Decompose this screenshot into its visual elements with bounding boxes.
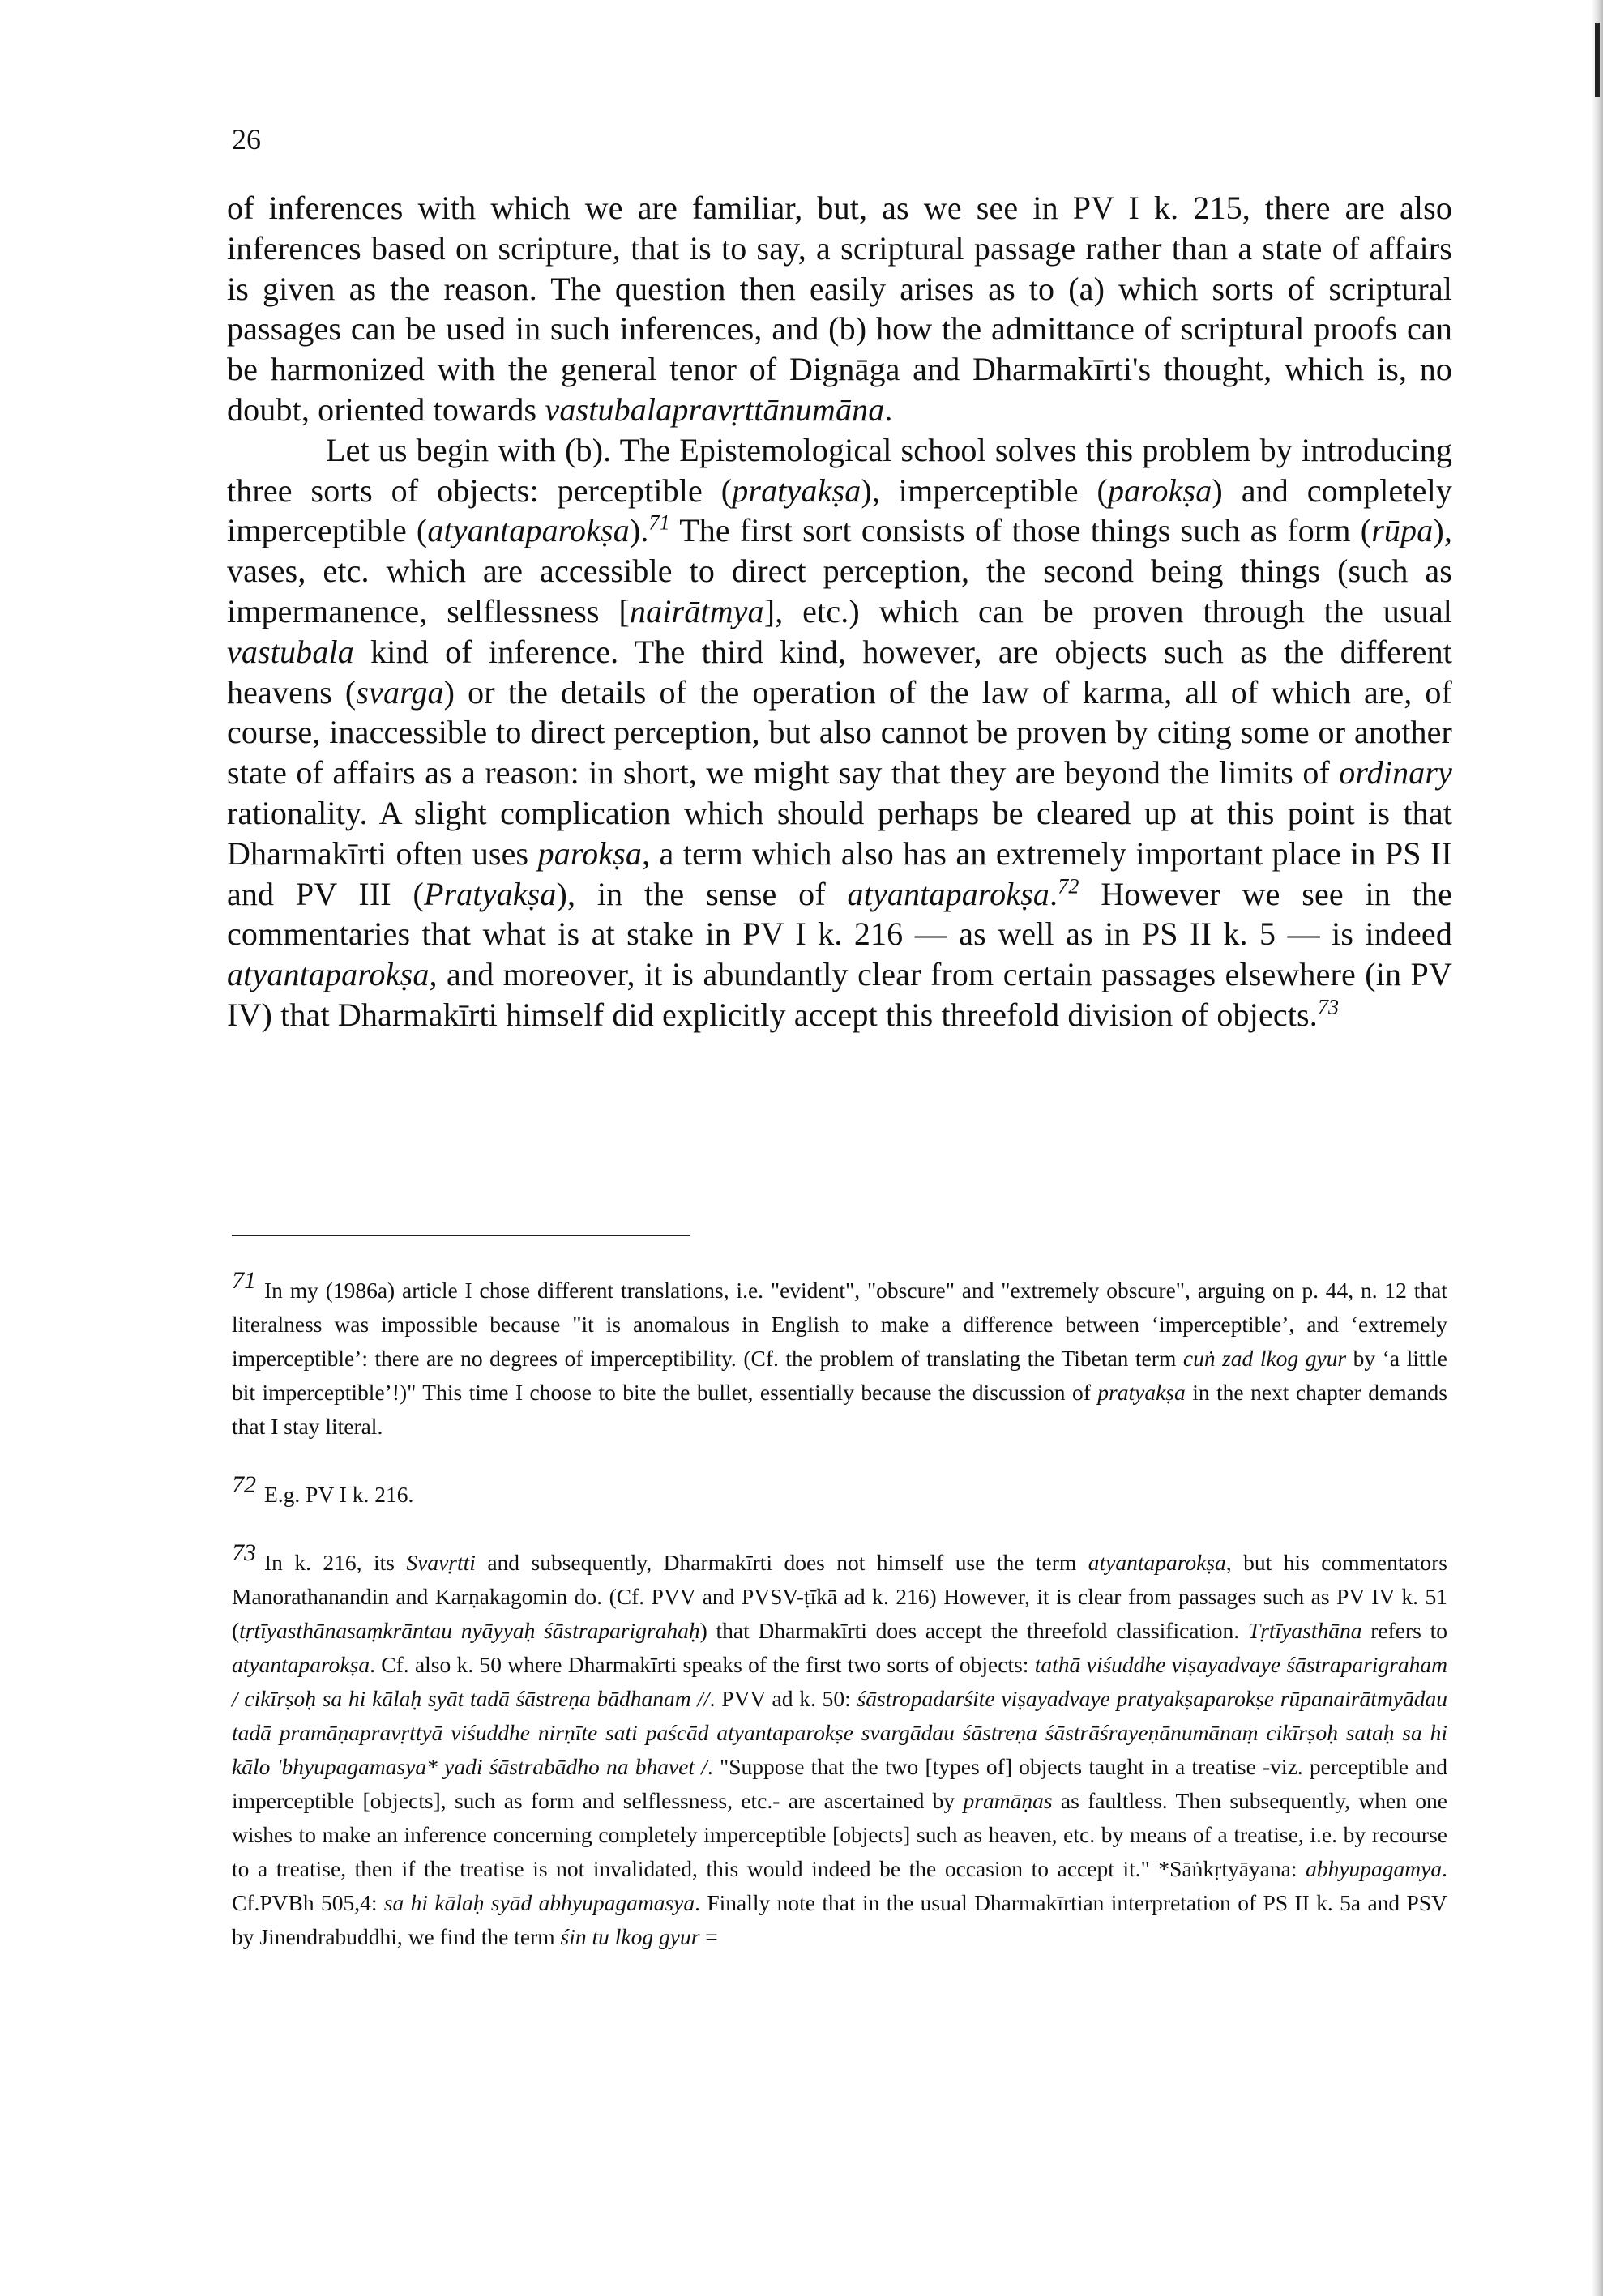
italic-term: tathā viśuddhe viṣayadvaye śāstraparigraham / cikīrṣoḥ sa hi kālaḥ syāt tadā śāstreṇa bādhanam // <box>232 1652 1448 1711</box>
text-run: kind of inference. The third kind, however, are objects such as the different heavens ( <box>227 633 1452 711</box>
footnote-ref: 71 <box>648 511 670 536</box>
main-text <box>227 188 1452 1035</box>
text-run: ) and completely imperceptible ( <box>227 472 1452 549</box>
text-run: In k. 216, its <box>264 1550 407 1575</box>
footnote-ref: 73 <box>1317 995 1340 1019</box>
text-run: ), vases, etc. which are accessible to direct perception, the second being things (such as impermanence, selflessness [ <box>227 512 1452 629</box>
italic-term: svarga <box>356 673 444 711</box>
italic-term: śin tu lkog gyur <box>560 1924 700 1949</box>
italic-term: ordinary <box>1339 754 1452 792</box>
text-run: of inferences with which we are familiar, but, as we see in PV I k. 215, there are also inferences based on scripture, that is to say, a scriptural passage rather than a state of affairs is given as the reason. The question then easily arises as to (a) which sorts of scriptural passages can be used in such inferences, and (b) how the admittance of scriptural proofs can be harmonized with the general tenor of Dignāga and Dharmakīrti's thought, which is, no doubt, oriented towards <box>227 190 1452 428</box>
text-run: , and moreover, it is abundantly clear from certain passages elsewhere (in PV IV) that Dharmakīrti himself did explicitly accept this threefold division of objects. <box>227 956 1452 1033</box>
footnote-text <box>232 1278 1447 1439</box>
text-run: Let us begin with (b). The Epistemological school solves this problem by introducing three sorts of objects: perceptible ( <box>227 431 1452 509</box>
footnote-number: 71 <box>232 1267 256 1294</box>
paragraph <box>227 188 1452 430</box>
italic-term: vastubala <box>227 633 354 670</box>
footnote-ref: 72 <box>1058 874 1079 898</box>
italic-term: atyantaparokṣa <box>1088 1550 1226 1575</box>
italic-term: tṛtīyasthānasaṃkrāntau nyāyyaḥ śāstraparigrahaḥ <box>239 1618 700 1643</box>
italic-term: śāstropadarśite viṣayadvaye pratyakṣaparokṣe rūpanairātmyādau tadā pramāṇapravṛttyā viśuddhe nirṇīte sati paścād atyantaparokṣe svargādau śāstreṇa śāstrāśrayeṇānumānaṃ cikīrṣoḥ sataḥ sa hi kālo 'bhyupagamasya* yadi śāstrabādho na bhavet / <box>232 1686 1447 1779</box>
footnotes <box>232 1264 1447 1978</box>
footnote-72 <box>232 1468 1447 1512</box>
text-run: in the next chapter demands that I stay literal. <box>232 1380 1447 1439</box>
text-run: ), imperceptible ( <box>861 472 1108 509</box>
text-run: = <box>699 1924 718 1949</box>
text-run: by ‘a little bit imperceptible’!)" This time I choose to bite the bullet, essentially because the discussion of <box>232 1346 1447 1405</box>
italic-term: rūpa <box>1371 512 1434 549</box>
text-run: and subsequently, Dharmakīrti does not himself use the term <box>475 1550 1088 1575</box>
text-run: In my (1986a) article I chose different translations, i.e. "evident", "obscure" and "extremely obscure", arguing on p. 44, n. 12 that literalness was impossible because "it is anomalous in English to make a difference between ‘imperceptible’, and ‘extremely imperceptible’: there are no degrees of imperceptibility. (Cf. the problem of translating the Tibetan term <box>232 1278 1447 1371</box>
text-run: ), in the sense of <box>556 875 848 912</box>
italic-term: atyantaparokṣa <box>427 512 630 549</box>
text-run: However we see in the commentaries that what is at stake in PV I k. 216 — as well as in PS II k. 5 — is indeed <box>227 875 1452 953</box>
text-run: . Cf.PVBh 505,4: <box>232 1856 1447 1915</box>
italic-term: vastubalapravṛttānumāna <box>545 390 885 428</box>
text-run: refers to <box>1361 1618 1447 1643</box>
text-run: ). <box>629 512 649 549</box>
text-run: The first sort consists of those things such as form ( <box>669 512 1372 549</box>
italic-term: pratyakṣa <box>732 472 861 509</box>
text-run: . <box>884 390 893 428</box>
scan-mark <box>1595 23 1600 97</box>
italic-term: Svavṛtti <box>406 1550 476 1575</box>
italic-term: sa hi kālaḥ syād abhyupagamasya <box>383 1890 695 1915</box>
text-run: ], etc.) which can be proven through the usual <box>763 592 1452 629</box>
text-run: rationality. A slight complication which should perhaps be cleared up at this point is that Dharmakīrti often uses <box>227 794 1452 872</box>
text-run: . Cf. also k. 50 where Dharmakīrti speaks of the first two sorts of objects: <box>370 1652 1035 1677</box>
italic-term: abhyupagamya <box>1306 1856 1443 1881</box>
footnote-number: 73 <box>232 1539 256 1566</box>
italic-term: nairātmya <box>629 592 764 629</box>
italic-term: atyantaparokṣa <box>847 875 1050 912</box>
paragraph <box>227 430 1452 1035</box>
page-number: 26 <box>232 123 261 156</box>
text-run: , a term which also has an extremely important place in PS II and PV III ( <box>227 834 1452 912</box>
italic-term: cuṅ zad lkog gyur <box>1182 1346 1347 1371</box>
footnote-73 <box>232 1536 1447 1954</box>
footnote-text <box>232 1550 1447 1949</box>
italic-term: Pratyakṣa <box>423 875 557 912</box>
text-run: , but his commentators Manorathanandin and Karṇakagomin do. (Cf. PVV and PVSV-ṭīkā ad k. 216) However, it is clear from passages such as PV IV k. 51 ( <box>232 1550 1447 1643</box>
scan-edge <box>1592 0 1603 2296</box>
footnote-number: 72 <box>232 1471 256 1498</box>
footnote-text <box>264 1482 413 1507</box>
text-run: ) or the details of the operation of the law of karma, all of which are, of course, inaccessible to direct perception, but also cannot be proven by citing some or another state of affairs as a reason: in short, we might say that they are beyond the limits of <box>227 673 1452 792</box>
italic-term: pratyakṣa <box>1097 1380 1186 1405</box>
text-run: ) that Dharmakīrti does accept the threefold classification. <box>699 1618 1248 1643</box>
text-run: as faultless. Then subsequently, when one wishes to make an inference concerning completely imperceptible [objects] such as heaven, etc. by means of a treatise, i.e. by recourse to a treatise, then if the treatise is not invalidated, this would indeed be the occasion to accept it." *Sāṅkṛtyāyana: <box>232 1788 1447 1881</box>
text-run: . Finally note that in the usual Dharmakīrtian interpretation of PS II k. 5a and PSV by Jinendrabuddhi, we find the term <box>232 1890 1447 1949</box>
text-run: . PVV ad k. 50: <box>709 1686 857 1711</box>
italic-term: atyantaparokṣa <box>232 1652 370 1677</box>
footnote-rule <box>232 1235 690 1236</box>
italic-term: pramāṇas <box>963 1788 1053 1813</box>
footnote-71 <box>232 1264 1447 1444</box>
italic-term: Tṛtīyasthāna <box>1247 1618 1362 1643</box>
italic-term: parokṣa <box>537 834 643 872</box>
text-run: . <box>1049 875 1058 912</box>
text-run: E.g. PV I k. 216. <box>264 1482 414 1507</box>
italic-term: atyantaparokṣa <box>227 956 430 993</box>
text-run: . "Suppose that the two [types of] objects taught in a treatise -viz. perceptible and imperceptible [objects], such as form and selflessness, etc.- are ascertained by <box>232 1754 1447 1813</box>
italic-term: parokṣa <box>1107 472 1212 509</box>
